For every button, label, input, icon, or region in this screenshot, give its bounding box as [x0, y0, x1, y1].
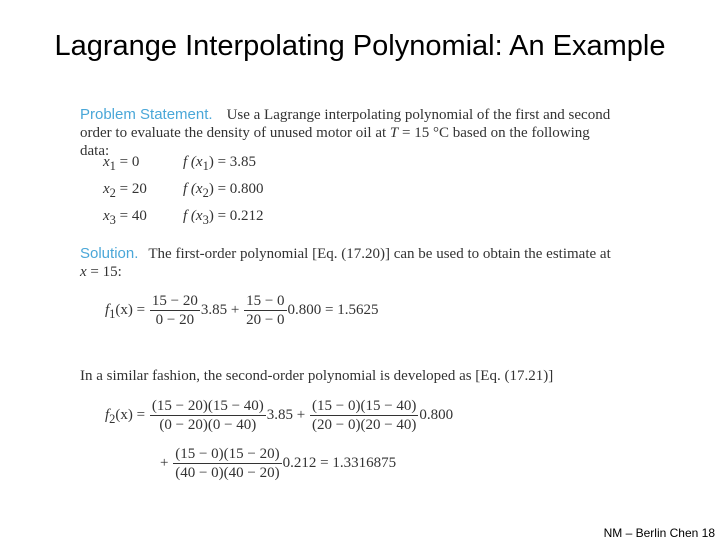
data-x	[103, 154, 183, 174]
x-sub: 2	[109, 186, 116, 200]
eq2-fraction	[150, 397, 266, 434]
f-sub: 1	[202, 159, 209, 173]
problem-text-line2-after: = 15 °C based on the following data:	[80, 125, 590, 159]
f-value: ) = 3.85	[208, 154, 257, 170]
eq1-frac2-den: 20 − 0	[246, 312, 285, 328]
eq2-lhs-sub: 2	[109, 411, 116, 426]
data-f	[183, 154, 383, 174]
x-sub: 1	[109, 159, 116, 173]
eq1-term2: 0.800 = 1.5625	[287, 301, 379, 318]
x-var: x	[103, 181, 110, 197]
data-x	[103, 208, 183, 228]
eq2-frac3-num: (15 − 0)(15 − 20)	[175, 446, 280, 462]
data-f	[183, 181, 383, 201]
f-label: f (x	[183, 154, 203, 170]
eq1-lhs-sub: 1	[109, 306, 116, 321]
eq2-term2: 0.800	[419, 406, 454, 423]
slide-title: Lagrange Interpolating Polynomial: An Example	[54, 30, 666, 62]
x-var: x	[103, 208, 110, 224]
equation-second-order-line2	[160, 445, 396, 482]
eq1-fraction	[244, 292, 286, 329]
problem-text-line1: Use a Lagrange interpolating polynomial of the first and second	[226, 107, 611, 123]
x-var: x	[103, 154, 110, 170]
eq1-lhs-after: (x) =	[115, 301, 146, 318]
f-sub: 3	[202, 213, 209, 227]
eq2-lhs: f	[105, 406, 110, 423]
problem-text-line2-before: order to evaluate the density of unused motor oil at	[80, 125, 390, 141]
x-sub: 3	[109, 213, 116, 227]
eq2-fraction	[310, 397, 418, 434]
eq1-fraction	[150, 292, 200, 329]
equation-first-order	[105, 292, 379, 329]
problem-var-t: T	[389, 125, 399, 141]
eq2-frac3-den: (40 − 0)(40 − 20)	[175, 465, 280, 481]
eq2-fraction	[173, 445, 281, 482]
eq2-term3: 0.212 = 1.3316875	[282, 454, 397, 471]
second-order-intro: In a similar fashion, the second-order polynomial is developed as [Eq. (17.21)]	[80, 368, 554, 384]
equation-second-order-line1	[105, 397, 453, 434]
solution-text-line1: The first-order polynomial [Eq. (17.20)] can be used to obtain the estimate at	[148, 246, 611, 262]
eq2-term1: 3.85 +	[266, 406, 306, 423]
eq2-lhs-after: (x) =	[115, 406, 146, 423]
f-value: ) = 0.800	[208, 181, 264, 197]
data-x	[103, 181, 183, 201]
f-value: ) = 0.212	[208, 208, 264, 224]
eq2-frac2-den: (20 − 0)(20 − 40)	[312, 417, 417, 433]
solution-text-line2	[80, 264, 122, 280]
eq2-frac1-den: (0 − 20)(0 − 40)	[159, 417, 257, 433]
slide-footer: NM – Berlin Chen 18	[603, 526, 715, 540]
eq2-frac2-num: (15 − 0)(15 − 40)	[312, 398, 417, 414]
eq2-plus: +	[160, 454, 169, 471]
problem-label: Problem Statement.	[80, 106, 213, 123]
problem-statement	[80, 106, 620, 160]
solution-statement	[80, 245, 620, 281]
eq1-frac1-den: 0 − 20	[155, 312, 195, 328]
f-label: f (x	[183, 181, 203, 197]
solution-label: Solution.	[80, 245, 139, 262]
eq1-term1: 3.85 +	[200, 301, 240, 318]
eq1-frac1-num: 15 − 20	[151, 293, 198, 309]
eq2-frac1-num: (15 − 20)(15 − 40)	[151, 398, 264, 414]
f-sub: 2	[202, 186, 209, 200]
x-value: = 20	[119, 181, 147, 197]
solution-text-line2-after: = 15:	[86, 264, 122, 280]
eq1-lhs: f	[105, 301, 110, 318]
x-value: = 40	[119, 208, 147, 224]
f-label: f (x	[183, 208, 203, 224]
data-f	[183, 208, 383, 228]
eq1-frac2-num: 15 − 0	[246, 293, 285, 309]
solution-var-x: x	[80, 264, 87, 280]
x-value: = 0	[119, 154, 140, 170]
